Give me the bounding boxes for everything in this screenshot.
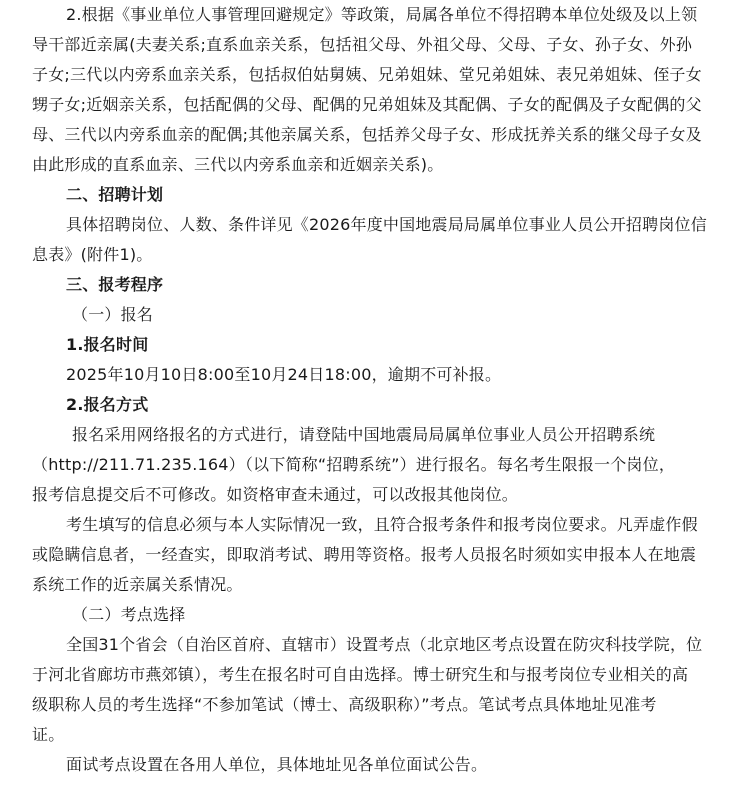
paragraph-line: 母、三代以内旁系血亲的配偶;其他亲属关系，包括养父母子女、形成抚养关系的继父母子女及 (32, 125, 702, 144)
paragraph-line: 证。 (32, 725, 65, 744)
paragraph-line: 于河北省廊坊市燕郊镇），考生在报名时可自由选择。博士研究生和与报考岗位专业相关的高 (32, 665, 689, 684)
paragraph-line: 由此形成的直系血亲、三代以内旁系血亲和近姻亲关系)。 (32, 155, 444, 174)
section-heading: 三、报考程序 (66, 275, 164, 294)
paragraph-line: 息表》(附件1)。 (32, 245, 153, 264)
paragraph-line: 面试考点设置在各用人单位，具体地址见各单位面试公告。 (66, 755, 488, 774)
paragraph-line: 报名采用网络报名的方式进行，请登陆中国地震局局属单位事业人员公开招聘系统 (72, 425, 656, 444)
subsection-heading: 1.报名时间 (66, 335, 149, 354)
paragraph-line: 甥子女;近姻亲关系，包括配偶的父母、配偶的兄弟姐妹及其配偶、子女的配偶及子女配偶的父 (32, 95, 702, 114)
paragraph-line: 子女;三代以内旁系血亲关系，包括叔伯姑舅姨、兄弟姐妹、堂兄弟姐妹、表兄弟姐妹、侄子女 (32, 65, 702, 84)
paragraph-line: 报考信息提交后不可修改。如资格审查未通过，可以改报其他岗位。 (32, 485, 519, 504)
paragraph-line: 系统工作的近亲属关系情况。 (32, 575, 243, 594)
subsection-heading: （二）考点选择 (72, 605, 186, 624)
subsection-heading: 2.报名方式 (66, 395, 149, 414)
paragraph-line: 2025年10月10日8:00至10月24日18:00，逾期不可补报。 (66, 365, 502, 384)
paragraph-line: 级职称人员的考生选择“不参加笔试（博士、高级职称）”考点。笔试考点具体地址见准考 (32, 695, 657, 714)
paragraph-line: （http://211.71.235.164）（以下简称“招聘系统”）进行报名。每名考生限报一个岗位， (32, 455, 676, 474)
paragraph-line: 全国31个省会（自治区首府、直辖市）设置考点（北京地区考点设置在防灾科技学院，位 (66, 635, 703, 654)
paragraph-line: 导干部近亲属(夫妻关系;直系血亲关系，包括祖父母、外祖父母、父母、子女、孙子女、外孙 (32, 35, 693, 54)
paragraph-line: 考生填写的信息必须与本人实际情况一致，且符合报考条件和报考岗位要求。凡弄虚作假 (66, 515, 698, 534)
paragraph-line: 2.根据《事业单位人事管理回避规定》等政策，局属各单位不得招聘本单位处级及以上领 (66, 5, 698, 24)
paragraph-line: 具体招聘岗位、人数、条件详见《2026年度中国地震局局属单位事业人员公开招聘岗位信 (66, 215, 707, 234)
paragraph-line: 或隐瞒信息者，一经查实，即取消考试、聘用等资格。报考人员报名时须如实申报本人在地震 (32, 545, 697, 564)
subsection-heading: （一）报名 (72, 305, 154, 324)
section-heading: 二、招聘计划 (66, 185, 164, 204)
